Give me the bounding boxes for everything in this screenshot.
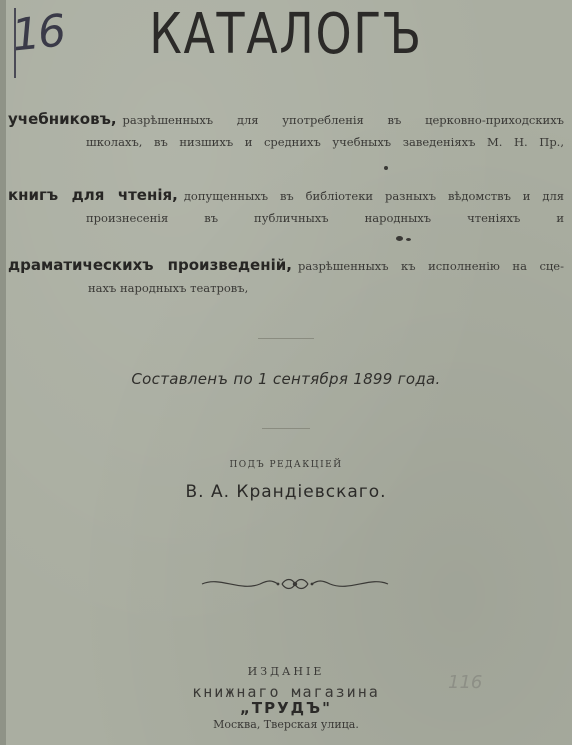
section-drama-lead: драматическихъ произведеній,: [8, 256, 292, 274]
page-title: КАТАЛОГЪ: [149, 2, 423, 67]
section-textbooks: [8, 108, 564, 153]
section-textbooks-line1: [8, 108, 564, 131]
section-textbooks-line2: школахъ, въ низшихъ и среднихъ учебныхъ заведеніяхъ М. Н. Пр.,: [86, 135, 564, 149]
ink-blot: [384, 166, 388, 170]
ornament-flourish: [200, 572, 390, 596]
handwritten-corner-mark: 116: [448, 672, 483, 693]
section-books-lead: книгъ для чтенія,: [8, 186, 178, 204]
divider-rule-2: [262, 428, 310, 429]
publisher-name: „ТРУДЪ": [240, 699, 332, 717]
section-drama-line1: [8, 254, 564, 277]
publisher-store: книжнаго магазина: [192, 683, 380, 701]
section-drama-line2: нахъ народныхъ театровъ,: [88, 281, 249, 295]
section-books-line1: [8, 184, 564, 207]
compiled-date: Составленъ по 1 сентября 1899 года.: [131, 370, 441, 388]
section-books-line2: произнесенія въ публичныхъ народныхъ чтеніяхъ и: [86, 211, 564, 225]
editor-label: ПОДЪ РЕДАКЦІЕЙ: [229, 460, 343, 470]
section-textbooks-lead: учебниковъ,: [8, 110, 117, 128]
editor-name: В. А. Крандіевскаго.: [185, 482, 387, 502]
ink-blot: [406, 238, 411, 241]
divider-rule-1: [258, 338, 314, 339]
section-books-line1-text: допущенныхъ въ библіотеки разныхъ вѣдомствъ и для: [183, 189, 565, 203]
publisher-edition: ИЗДАНІЕ: [247, 665, 325, 678]
publisher-address: Москва, Тверская улица.: [213, 718, 359, 731]
section-books: [8, 184, 564, 229]
section-textbooks-line1-text: разрѣшенныхъ для употребленія въ церковно-приходскихъ: [122, 113, 564, 127]
section-drama-line1-text: разрѣшенныхъ къ исполненію на сце-: [297, 259, 564, 273]
section-drama: [8, 254, 564, 299]
handwritten-shelf-mark: 16: [9, 5, 67, 62]
ink-blot: [396, 236, 403, 241]
